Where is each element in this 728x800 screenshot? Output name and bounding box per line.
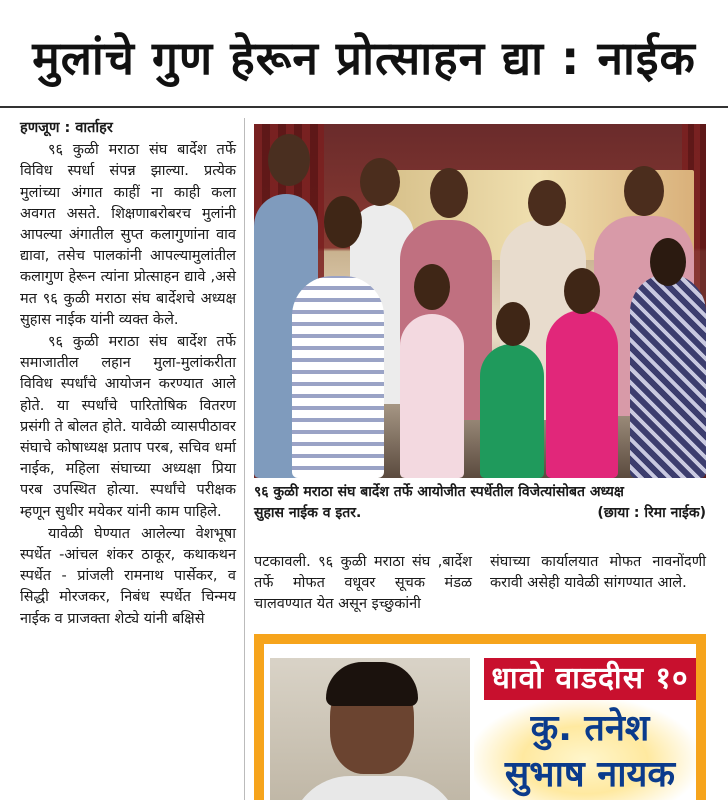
- group-photo: [254, 124, 706, 478]
- headline: मुलांचे गुण हेरून प्रोत्साहन द्या : नाईक: [32, 31, 696, 85]
- photo-credit: (छाया : रिमा नाईक): [597, 505, 706, 521]
- ad-inner: [264, 644, 696, 800]
- ad-name-line-1: कु. तनेश: [530, 708, 650, 749]
- byline: हणजूण : वार्ताहर: [20, 120, 113, 136]
- child-5: [630, 274, 706, 478]
- portrait-hair: [326, 662, 418, 706]
- birthday-banner: धावो वाडदीस १०: [484, 658, 696, 700]
- photo-caption: [254, 482, 706, 524]
- portrait-shirt: [290, 776, 460, 800]
- headline-rule: [0, 106, 728, 108]
- person-head: [430, 168, 468, 218]
- person-head: [528, 180, 566, 226]
- middle-column: [254, 552, 472, 616]
- middle-paragraph: पटकावली. ९६ कुळी मराठा संघ ,बार्देश तर्फे मोफत वधूवर सूचक मंडळ चालवण्यात येत असून इच्छुकांनी: [254, 554, 472, 613]
- child-2: [400, 314, 464, 478]
- child-4: [546, 310, 618, 478]
- right-column: [490, 552, 706, 594]
- left-column: [20, 118, 236, 630]
- child-head: [324, 196, 362, 248]
- left-paragraph-2: ९६ कुळी मराठा संघ बार्देश तर्फे समाजातील लहान मुला-मुलांकरीता विविध स्पर्धांचे आयोजन करण्यात आले होते. या स्पर्धांचे पारितोषिक वितरण प्रसंगी ते बोलत होते. यावेळी व्यासपीठावर संघाचे कोषाध्यक्ष प्रताप परब, सचिव धर्मा नाईक, महिला संघाच्या अध्यक्षा प्रिया परब उपस्थित होत्या. स्पर्धांचे परीक्षक म्हणून सुधीर मयेकर यांनी काम पाहिले.: [20, 334, 236, 520]
- child-1: [292, 276, 384, 478]
- caption-line-1: ९६ कुळी मराठा संघ बार्देश तर्फे आयोजीत स्पर्धेतील विजेत्यांसोबत अध्यक्ष: [254, 484, 624, 500]
- column-divider: [244, 118, 245, 800]
- right-paragraph: संघाच्या कार्यालयात मोफत नावनोंदणी करावी असेही यावेळी सांगण्यात आले.: [490, 554, 706, 592]
- left-paragraph-3: यावेळी घेण्यात आलेल्या वेशभूषा स्पर्धेत -आंचल शंकर ठाकूर, कथाकथन स्पर्धेत - प्रांजली रामनाथ पार्सेकर, व सिद्धी मोरजकर, निबंध स्पर्धेत चिन्मय नाईक व प्राजक्ता शेट्ये यांनी बक्षिसे: [20, 525, 236, 627]
- child-head: [564, 268, 600, 314]
- child-portrait: [270, 658, 470, 800]
- birthday-advertisement: [254, 634, 706, 800]
- child-head: [414, 264, 450, 310]
- ad-name-line-2: सुभाष नायक: [504, 754, 676, 795]
- child-head: [496, 302, 530, 346]
- child-head: [650, 238, 686, 286]
- person-head: [268, 134, 310, 186]
- person-head: [360, 158, 400, 206]
- caption-line-2: सुहास नाईक व इतर.: [254, 505, 362, 521]
- child-3: [480, 344, 544, 478]
- left-paragraph-1: ९६ कुळी मराठा संघ बार्देश तर्फे विविध स्पर्धा संपन्न झाल्या. प्रत्येक मुलांच्या अंगात काहीं ना काही कला अवगत असते. शिक्षणाबरोबरच मुलांनी आपल्या अंगातील सुप्त कलागुणांना वाव द्यावा, तसेच पालकांनी आपल्यामुलांतील कलागुण हेरून त्यांना प्रोत्साहन द्यावे ,असे मत ९६ कुळी मराठा संघ बार्देशचे अध्यक्ष सुहास नाईक यांनी व्यक्त केले.: [20, 142, 236, 328]
- person-head: [624, 166, 664, 216]
